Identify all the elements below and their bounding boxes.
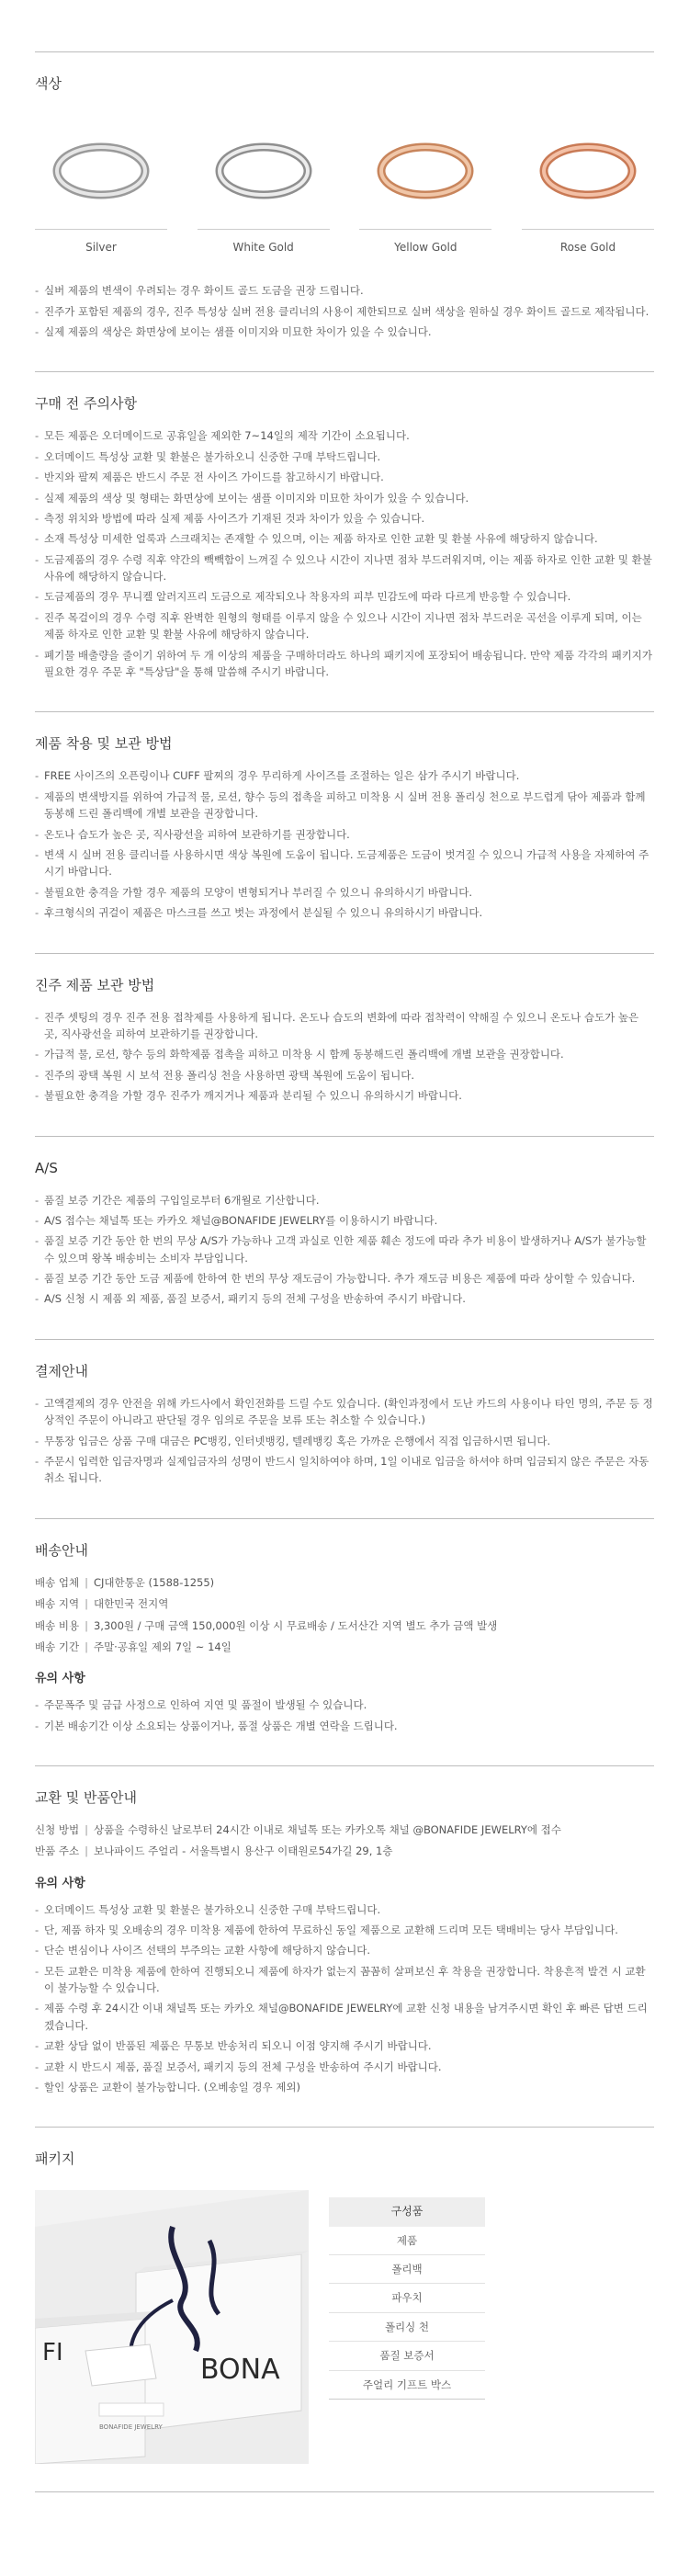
shipping-row-label: 배송 비용 [35, 1618, 80, 1632]
exchange-row [35, 1821, 654, 1838]
exchange-row-value: 보나파이드 주얼리 - 서울특별시 용산구 이태원로54가길 29, 1층 [93, 1844, 393, 1858]
exchange-notes-title: 유의 사항 [35, 1876, 85, 1890]
pearl-title: 진주 제품 보관 방법 [35, 976, 155, 993]
color-divider [522, 229, 654, 230]
exchange-note: - 교환 시 반드시 제품, 품질 보증서, 패키지 등의 전체 구성을 반송하여 주시기 바랍니다. [35, 2059, 654, 2075]
precaution-note: - 진주 목걸이의 경우 수령 직후 완벽한 원형의 형태를 이루지 않을 수 있으나 시간이 지나면 점차 부드러운 곡선을 이루게 되며, 이는 제품 하자로 인한 교환 및 환불 사유에 해당하지 않습니다. [35, 609, 654, 643]
divider [35, 371, 654, 372]
package-photo [35, 2190, 309, 2464]
top-divider [35, 51, 654, 52]
exchange-row-label: 반품 주소 [35, 1844, 80, 1858]
separator: | [85, 1618, 88, 1632]
pearl-note: - 진주의 광택 복원 시 보석 전용 폴리싱 천을 사용하면 광택 복원에 도움이 됩니다. [35, 1067, 654, 1084]
divider [35, 1339, 654, 1340]
color-options [35, 120, 654, 256]
color-divider [198, 229, 330, 230]
shipping-section [35, 1539, 654, 1765]
payment-note: - 고액결제의 경우 안전을 위해 카드사에서 확인전화를 드릴 수도 있습니다. (확인과정에서 도난 카드의 사용이나 타인 명의, 주문 등 정상적인 주문이 아니라고 판단될 경우 임의로 주문을 보류 또는 취소할 수 있습니다.) [35, 1395, 654, 1429]
payment-note: - 무통장 입금은 상품 구매 대금은 PC뱅킹, 인터넷뱅킹, 텔레뱅킹 혹은 가까운 은행에서 직접 입금하시면 됩니다. [35, 1433, 654, 1449]
package-component-item: 주얼리 기프트 박스 [329, 2371, 485, 2400]
package-components [329, 2197, 485, 2464]
bottom-divider [35, 2491, 654, 2492]
shipping-notes-title: 유의 사항 [35, 1672, 85, 1686]
as-note: - A/S 접수는 채널톡 또는 카카오 채널@BONAFIDE JEWELRY를 이용하시기 바랍니다. [35, 1212, 654, 1229]
wear-storage-note: - 온도나 습도가 높은 곳, 직사광선을 피하여 보관하기를 권장합니다. [35, 826, 654, 843]
precaution-note: - 폐기물 배출량을 줄이기 위하여 두 개 이상의 제품을 구매하더라도 하나의 패키지에 포장되어 배송됩니다. 만약 제품 각각의 패키지가 필요한 경우 주문 후 "특상담"을 통해 말씀해 주시기 바랍니다. [35, 647, 654, 681]
card-brand: BONAFIDE JEWELRY [99, 2423, 163, 2432]
precaution-note: - 도금제품의 경우 수령 직후 약간의 빽빽함이 느껴질 수 있으나 시간이 지나면 점차 부드러워지며, 이는 제품 하자로 인한 교환 및 환불 사유에 해당하지 않습니다. [35, 551, 654, 585]
shipping-row-label: 배송 지역 [35, 1597, 80, 1611]
ring-icon [370, 130, 480, 212]
separator: | [85, 1575, 88, 1589]
color-note: - 실버 제품의 변색이 우려되는 경우 화이트 골드 도금을 권장 드립니다. [35, 282, 654, 299]
payment-notes [35, 1395, 654, 1487]
shipping-row [35, 1574, 654, 1591]
divider [35, 711, 654, 712]
package-component-item: 파우치 [329, 2284, 485, 2312]
pearl-note: - 진주 셋팅의 경우 진주 전용 접착제를 사용하게 됩니다. 온도나 습도의 변화에 따라 접착력이 약해질 수 있으니 온도나 습도가 높은 곳, 직사광선을 피하여 보관하기를 권장합니다. [35, 1009, 654, 1043]
exchange-note: - 오더메이드 특성상 교환 및 환불은 불가하오니 신중한 구매 부탁드립니다. [35, 1901, 654, 1918]
precautions-notes [35, 427, 654, 680]
shipping-row-value: 주말·공휴일 제외 7일 ~ 14일 [93, 1640, 232, 1653]
wear-storage-section [35, 732, 654, 952]
ring-icon [209, 130, 319, 212]
wear-storage-note: - FREE 사이즈의 오픈링이나 CUFF 팔찌의 경우 무리하게 사이즈를 조절하는 일은 삼가 주시기 바랍니다. [35, 767, 654, 784]
pearl-note: - 불필요한 충격을 가할 경우 진주가 깨지거나 제품과 분리될 수 있으니 유의하시기 바랍니다. [35, 1087, 654, 1104]
divider [35, 2127, 654, 2128]
exchange-section [35, 1787, 654, 2127]
precautions-section [35, 392, 654, 711]
as-note: - 품질 보증 기간은 제품의 구입일로부터 6개월로 기산합니다. [35, 1192, 654, 1209]
color-section-title: 색상 [35, 75, 62, 92]
shipping-info [35, 1574, 654, 1656]
exchange-row [35, 1843, 654, 1859]
exchange-note: - 단, 제품 하자 및 오배송의 경우 미착용 제품에 한하여 무료하신 동일 제품으로 교환해 드리며 모든 택배비는 당사 부담입니다. [35, 1922, 654, 1938]
shipping-row-label: 배송 업체 [35, 1575, 80, 1589]
color-note: - 진주가 포함된 제품의 경우, 진주 특성상 실버 전용 클리너의 사용이 제한되므로 실버 색상을 원하실 경우 화이트 골드로 제작됩니다. [35, 303, 654, 320]
divider [35, 1136, 654, 1137]
shipping-note: - 주문폭주 및 금급 사정으로 인하여 지연 및 품절이 발생될 수 있습니다. [35, 1697, 654, 1713]
color-divider [359, 229, 491, 230]
divider [35, 1765, 654, 1766]
package-content [35, 2190, 654, 2491]
box-brand-right: BONA [200, 2354, 280, 2387]
shipping-row [35, 1595, 654, 1612]
ring-icon [533, 130, 643, 212]
package-component-item: 제품 [329, 2227, 485, 2255]
color-note: - 실제 제품의 색상은 화면상에 보이는 샘플 이미지와 미묘한 차이가 있을 수 있습니다. [35, 323, 654, 340]
exchange-row-label: 신청 방법 [35, 1822, 80, 1836]
shipping-row-value: 3,300원 / 구매 금액 150,000원 이상 시 무료배송 / 도서산간 지역 별도 추가 금액 발생 [93, 1618, 498, 1632]
separator: | [85, 1597, 88, 1611]
divider [35, 953, 654, 954]
precaution-note: - 반지와 팔찌 제품은 반드시 주문 전 사이즈 가이드를 참고하시기 바랍니다. [35, 469, 654, 485]
shipping-notes [35, 1697, 654, 1734]
shipping-row-value: CJ대한통운 (1588-1255) [93, 1575, 215, 1589]
precaution-note: - 오더메이드 특성상 교환 및 환불은 불가하오니 신중한 구매 부탁드립니다. [35, 448, 654, 465]
exchange-notes [35, 1901, 654, 2096]
color-notes [35, 282, 654, 340]
pearl-note: - 가급적 물, 로션, 향수 등의 화학제품 접촉을 피하고 미착용 시 함께 동봉해드린 폴리백에 개별 보관을 권장합니다. [35, 1046, 654, 1062]
payment-section [35, 1360, 654, 1518]
precaution-note: - 측정 위치와 방법에 따라 실제 제품 사이즈가 기재된 것과 차이가 있을 수 있습니다. [35, 510, 654, 527]
package-components-header: 구성품 [329, 2197, 485, 2226]
payment-note: - 주문시 입력한 입금자명과 실제입금자의 성명이 반드시 일치하여야 하며, 1일 이내로 입금을 하셔야 하며 입금되지 않은 주문은 자동취소 됩니다. [35, 1453, 654, 1487]
precaution-note: - 실제 제품의 색상 및 형태는 화면상에 보이는 샘플 이미지와 미묘한 차이가 있을 수 있습니다. [35, 490, 654, 506]
box-brand-left: FI [42, 2339, 63, 2367]
wear-storage-note: - 후크형식의 귀걸이 제품은 마스크를 쓰고 벗는 과정에서 분실될 수 있으니 유의하시기 바랍니다. [35, 904, 654, 921]
divider [35, 1518, 654, 1519]
color-name: Silver [85, 241, 117, 254]
color-divider [35, 229, 167, 230]
package-component-item: 폴리백 [329, 2255, 485, 2284]
color-name: White Gold [232, 241, 294, 254]
exchange-info [35, 1821, 654, 1860]
product-detail-page [0, 51, 689, 2492]
color-option [522, 120, 654, 256]
package-section [35, 2148, 654, 2491]
pearl-notes [35, 1009, 654, 1105]
color-option [35, 120, 167, 256]
payment-title: 결제안내 [35, 1362, 88, 1379]
as-title: A/S [35, 1159, 58, 1176]
ring-icon [46, 130, 156, 212]
exchange-note: - 단순 변심이나 사이즈 선택의 부주의는 교환 사항에 해당하지 않습니다. [35, 1942, 654, 1958]
color-option [198, 120, 330, 256]
wear-storage-notes [35, 767, 654, 921]
color-name: Yellow Gold [394, 241, 457, 254]
color-option [359, 120, 491, 256]
color-section [35, 73, 654, 371]
color-name: Rose Gold [559, 241, 616, 254]
shipping-row-value: 대한민국 전지역 [93, 1597, 169, 1611]
precaution-note: - 모든 제품은 오더메이드로 공휴일을 제외한 7~14일의 제작 기간이 소요됩니다. [35, 427, 654, 444]
exchange-title: 교환 및 반품안내 [35, 1788, 137, 1806]
precaution-note: - 도금제품의 경우 무니켈 알러지프리 도금으로 제작되오나 착용자의 피부 민감도에 따라 다르게 반응할 수 있습니다. [35, 588, 654, 605]
exchange-note: - 할인 상품은 교환이 불가능합니다. (오베송일 경우 제외) [35, 2079, 654, 2095]
pearl-section [35, 974, 654, 1136]
ring-image [198, 120, 330, 221]
shipping-row-label: 배송 기간 [35, 1640, 80, 1653]
precautions-title: 구매 전 주의사항 [35, 395, 137, 413]
ring-image [35, 120, 167, 221]
as-section [35, 1157, 654, 1339]
package-component-item: 품질 보증서 [329, 2342, 485, 2370]
package-title: 패키지 [35, 2150, 75, 2168]
shipping-row [35, 1639, 654, 1655]
separator: | [85, 1822, 88, 1836]
package-component-item: 폴리싱 천 [329, 2313, 485, 2342]
precaution-note: - 소재 특성상 미세한 얼룩과 스크래치는 존재할 수 있으며, 이는 제품 하자로 인한 교환 및 환불 사유에 해당하지 않습니다. [35, 530, 654, 547]
exchange-note: - 제품 수령 후 24시간 이내 채널톡 또는 카카오 채널@BONAFIDE JEWELRY에 교환 신청 내용을 남겨주시면 확인 후 빠른 답변 드리겠습니다. [35, 2000, 654, 2034]
as-note: - A/S 신청 시 제품 외 제품, 품질 보증서, 패키지 등의 전체 구성을 반송하여 주시기 바랍니다. [35, 1290, 654, 1307]
ring-image [359, 120, 491, 221]
shipping-row [35, 1617, 654, 1634]
ring-image [522, 120, 654, 221]
shipping-title: 배송안내 [35, 1541, 88, 1559]
wear-storage-note: - 변색 시 실버 전용 클리너를 사용하시면 색상 복원에 도움이 됩니다. 도금제품은 도금이 벗겨질 수 있으니 가급적 사용을 자제하여 주시기 바랍니다. [35, 846, 654, 880]
shipping-note: - 기본 배송기간 이상 소요되는 상품이거나, 품절 상품은 개별 연락을 드립니다. [35, 1718, 654, 1734]
exchange-row-value: 상품을 수령하신 날로부터 24시간 이내로 채널톡 또는 카카오톡 채널 @BONAFIDE JEWELRY에 접수 [93, 1822, 561, 1836]
as-notes [35, 1192, 654, 1308]
wear-storage-note: - 제품의 변색방지를 위하여 가급적 물, 로션, 향수 등의 접촉을 피하고 미착용 시 실버 전용 폴리싱 천으로 부드럽게 닦아 제품과 함께 동봉해 드린 폴리백에 개별 보관을 권장합니다. [35, 789, 654, 823]
separator: | [85, 1844, 88, 1858]
wear-storage-note: - 불필요한 충격을 가할 경우 제품의 모양이 변형되거나 부러질 수 있으니 유의하시기 바랍니다. [35, 884, 654, 901]
package-illustration [35, 2190, 309, 2464]
wear-storage-title: 제품 착용 및 보관 방법 [35, 735, 173, 753]
as-note: - 품질 보증 기간 동안 도금 제품에 한하여 한 번의 무상 재도금이 가능합니다. 추가 재도금 비용은 제품에 따라 상이할 수 있습니다. [35, 1270, 654, 1287]
separator: | [85, 1640, 88, 1653]
exchange-note: - 모든 교환은 미착용 제품에 한하여 진행되오니 제품에 하자가 없는지 꼼꼼히 살펴보신 후 착용을 권장합니다. 착용흔적 발견 시 교환이 불가능할 수 있습니다. [35, 1963, 654, 1997]
exchange-note: - 교환 상담 없이 반품된 제품은 무통보 반송처리 되오니 이점 양지해 주시기 바랍니다. [35, 2037, 654, 2054]
as-note: - 품질 보증 기간 동안 한 번의 무상 A/S가 가능하나 고객 과실로 인한 제품 훼손 정도에 따라 추가 비용이 발생하거나 A/S가 불가능할 수 있으며 왕복 배송비는 소비자 부담입니다. [35, 1232, 654, 1266]
